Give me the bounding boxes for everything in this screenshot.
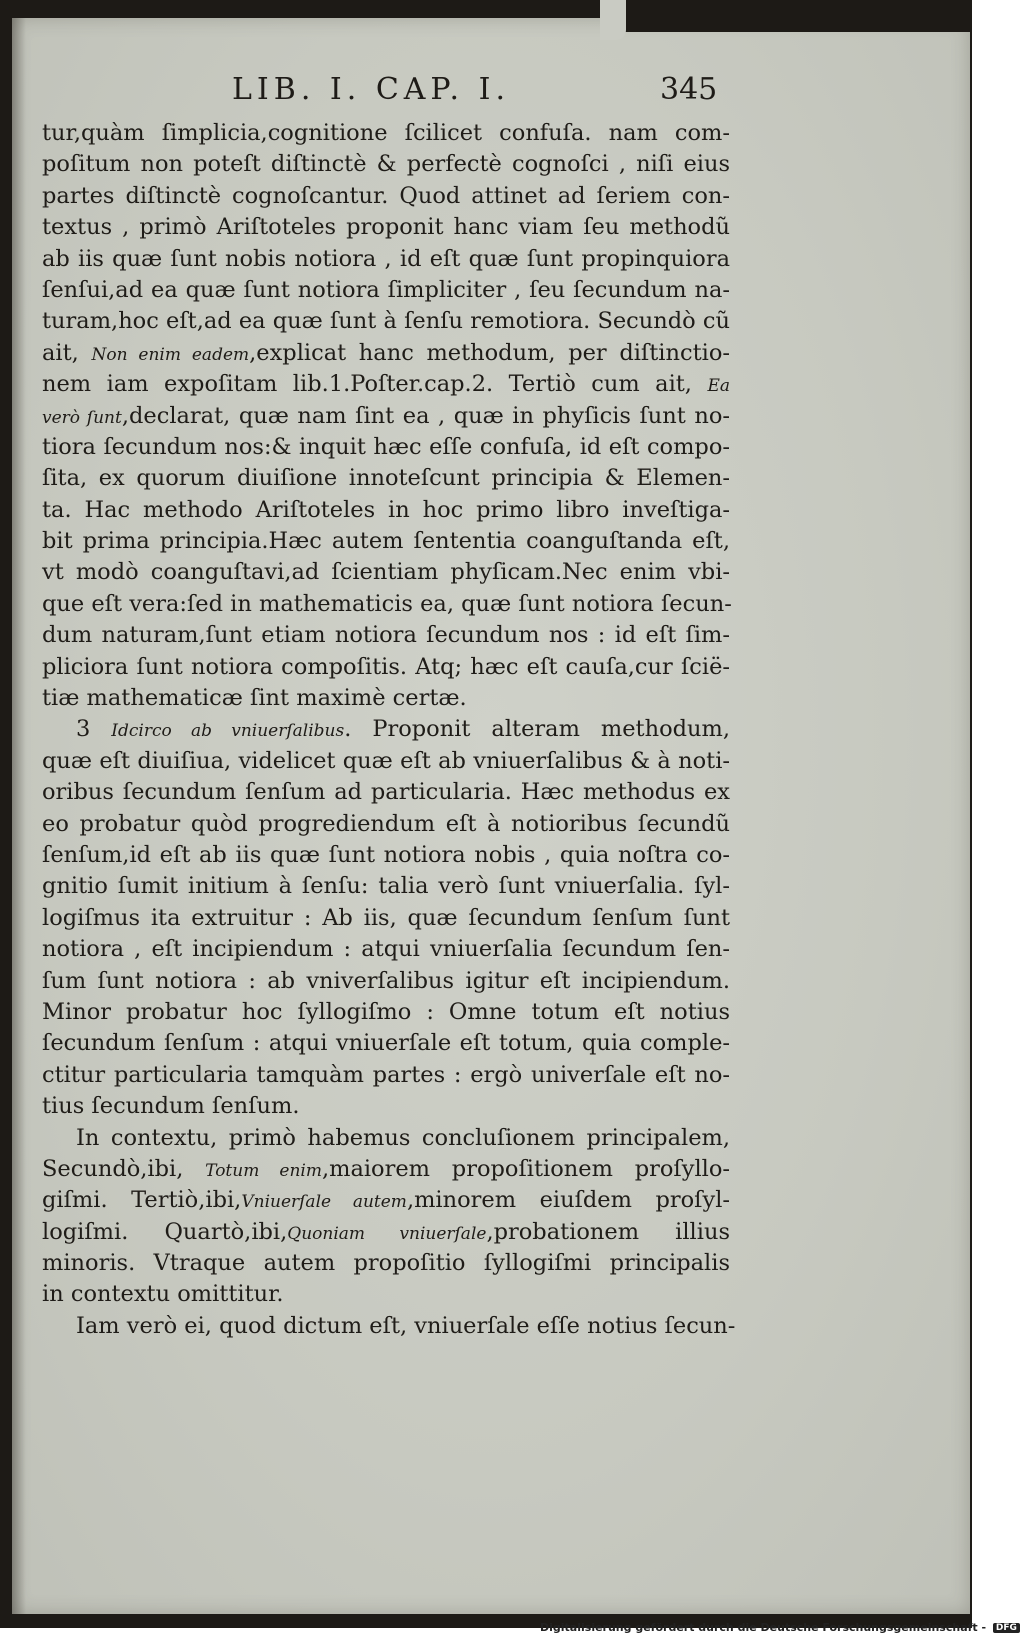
line-text: oribus ſecundum ſenſum ad particularia. Hæc methodus ex bbox=[42, 779, 730, 806]
text-line bbox=[42, 1217, 730, 1248]
lemma-quote: Non enim eadem bbox=[91, 344, 250, 365]
text-line bbox=[42, 934, 730, 965]
text-line bbox=[42, 1279, 730, 1310]
lemma-quote: Idcirco ab vniuerſalibus bbox=[111, 721, 345, 742]
line-text: poſitum non poteſt diſtinctè & perfectè cognoſci , niſi eius bbox=[42, 151, 730, 178]
line-text: nem iam expoſitam lib.1.Poſter.cap.2. Tertiò cum ait, bbox=[42, 371, 708, 398]
line-text: notiora , eſt incipiendum : atqui vniuerſalia ſecundum ſen- bbox=[42, 936, 730, 963]
line-text: logiſmi. Quartò,ibi, bbox=[42, 1218, 288, 1245]
text-line bbox=[42, 369, 730, 400]
text-line bbox=[42, 652, 730, 683]
lemma-quote: Vniuerſale autem bbox=[241, 1192, 407, 1213]
text-line bbox=[42, 1060, 730, 1091]
line-text: textus , primò Ariſtoteles proponit hanc viam ſeu methodũ bbox=[42, 214, 730, 241]
text-line bbox=[42, 1311, 736, 1342]
line-text: ſenſum,id eſt ab iis quæ ſunt notiora nobis , quia noſtra co- bbox=[42, 841, 730, 868]
line-text: tiæ mathematicæ ſint maximè certæ. bbox=[42, 685, 467, 712]
line-text: turam,hoc eſt,ad ea quæ ſunt à ſenſu remotiora. Secundò cũ bbox=[42, 308, 730, 335]
line-text: ſecundum ſenſum : atqui vniuerſale eſt totum, quia comple- bbox=[42, 1030, 730, 1057]
lemma-quote: Totum enim bbox=[205, 1160, 322, 1181]
line-text: quæ eſt diuiſiua, videlicet quæ eſt ab vniuerſalibus & à noti- bbox=[42, 747, 730, 774]
text-line bbox=[42, 746, 730, 777]
lemma-quote: Quoniam vniuerſale bbox=[287, 1223, 487, 1244]
text-line bbox=[42, 463, 730, 494]
line-text: eo probatur quòd progrediendum eſt à notioribus ſecundũ bbox=[42, 810, 730, 837]
line-text: ſita, ex quorum diuiſione innoteſcunt principia & Elemen- bbox=[42, 465, 730, 492]
line-text: minoris. Vtraque autem propoſitio ſyllogiſmi principalis bbox=[42, 1250, 730, 1277]
line-text: 3 bbox=[76, 716, 112, 743]
text-line bbox=[42, 871, 730, 902]
text-line bbox=[42, 181, 730, 212]
text-line bbox=[42, 714, 730, 745]
line-text: ,minorem eiuſdem proſyl- bbox=[406, 1187, 731, 1214]
line-text: ,maiorem propoſitionem proſyllo- bbox=[321, 1155, 731, 1182]
text-line bbox=[42, 1123, 730, 1154]
text-line bbox=[42, 526, 730, 557]
text-line bbox=[42, 683, 730, 714]
line-text: bit prima principia.Hæc autem ſententia coanguſtanda eſt, bbox=[42, 528, 730, 555]
line-text: tiora ſecundum nos:& inquit hæc eſſe confuſa, id eſt compo- bbox=[42, 433, 730, 460]
line-text: ,probationem illius bbox=[486, 1218, 730, 1245]
page-corner bbox=[600, 0, 626, 40]
body-text bbox=[42, 118, 736, 1342]
text-line bbox=[42, 244, 730, 275]
line-text: ait, bbox=[42, 339, 92, 366]
line-text: giſmi. Tertiò,ibi, bbox=[42, 1187, 242, 1214]
line-text: In contextu, primò habemus concluſionem principalem, bbox=[76, 1124, 730, 1151]
scan-corner-shadow bbox=[612, 0, 972, 32]
text-line bbox=[42, 903, 730, 934]
line-text: Secundò,ibi, bbox=[42, 1155, 206, 1182]
text-line bbox=[42, 809, 730, 840]
line-text: Minor probatur hoc ſyllogiſmo : Omne totum eſt notius bbox=[42, 998, 730, 1025]
line-text: ſenſui,ad ea quæ ſunt notiora ſimpliciter , ſeu ſecundum na- bbox=[42, 276, 730, 303]
text-line bbox=[42, 306, 730, 337]
line-text: ab iis quæ ſunt nobis notiora , id eſt quæ ſunt propinquiora bbox=[42, 245, 730, 272]
text-line bbox=[42, 118, 730, 149]
line-text: gnitio ſumit initium à ſenſu: talia verò ſunt vniuerſalia. ſyl- bbox=[42, 873, 730, 900]
line-text: vt modò coanguſtavi,ad ſcientiam phyſicam.Nec enim vbi- bbox=[42, 559, 730, 586]
text-line bbox=[42, 589, 730, 620]
line-text: partes diſtinctè cognoſcantur. Quod attinet ad ſeriem con- bbox=[42, 182, 730, 209]
text-line bbox=[42, 997, 730, 1028]
text-line bbox=[42, 432, 730, 463]
text-line bbox=[42, 275, 730, 306]
line-text: ,explicat hanc methodum, per diſtinctio- bbox=[249, 339, 730, 366]
line-text: tur,quàm ſimplicia,cognitione ſcilicet confuſa. nam com- bbox=[42, 120, 730, 146]
text-line bbox=[42, 1185, 730, 1216]
lemma-quote: Ea bbox=[707, 376, 730, 397]
text-line bbox=[42, 557, 730, 588]
line-text: ctitur particularia tamquàm partes : ergò univerſale eſt no- bbox=[42, 1061, 730, 1088]
running-head: LIB. I. CAP. I. bbox=[232, 72, 510, 107]
text-line bbox=[42, 1154, 730, 1185]
line-text: in contextu omittitur. bbox=[42, 1281, 284, 1308]
lemma-quote: verò ſunt bbox=[42, 407, 122, 428]
text-line bbox=[42, 620, 730, 651]
text-line bbox=[42, 212, 730, 243]
text-line bbox=[42, 777, 730, 808]
text-line bbox=[42, 1091, 730, 1122]
text-line bbox=[42, 495, 730, 526]
text-line bbox=[42, 1248, 730, 1279]
text-line bbox=[42, 966, 730, 997]
text-line bbox=[42, 338, 730, 369]
line-text: . Proponit alteram methodum, bbox=[344, 716, 730, 743]
line-text: dum naturam,ſunt etiam notiora ſecundum nos : id eſt ſim- bbox=[42, 622, 730, 649]
line-text: ta. Hac methodo Ariſtoteles in hoc primo libro inveſtiga- bbox=[42, 496, 730, 523]
gutter-shadow bbox=[12, 18, 26, 1614]
line-text: logiſmus ita extruitur : Ab iis, quæ ſecundum ſenſum ſunt bbox=[42, 904, 730, 931]
text-line bbox=[42, 401, 730, 432]
line-text: ,declarat, quæ nam ſint ea , quæ in phyſicis ſunt no- bbox=[121, 402, 731, 429]
line-text: Iam verò ei, quod dictum eſt, vniuerſale eſſe notius ſecun- bbox=[76, 1312, 736, 1339]
dfg-logo: DFG bbox=[993, 1623, 1020, 1633]
text-line bbox=[42, 1028, 730, 1059]
page-header bbox=[0, 72, 972, 112]
line-text: que eſt vera:ſed in mathematicis ea, quæ ſunt notiora ſecun- bbox=[42, 590, 732, 617]
line-text: pliciora ſunt notiora compoſitis. Atq; hæc eſt cauſa,cur ſcië- bbox=[42, 653, 730, 680]
digitization-credit bbox=[540, 1621, 1017, 1637]
line-text: tius ſecundum ſenſum. bbox=[42, 1093, 300, 1120]
text-line bbox=[42, 149, 730, 180]
page-number: 345 bbox=[660, 72, 718, 107]
text-line bbox=[42, 840, 730, 871]
line-text: ſum ſunt notiora : ab vniverſalibus igitur eſt incipiendum. bbox=[42, 967, 730, 994]
credit-text: Digitalisierung gefördert durch die Deutsche Forschungsgemeinschaft - bbox=[540, 1621, 987, 1634]
